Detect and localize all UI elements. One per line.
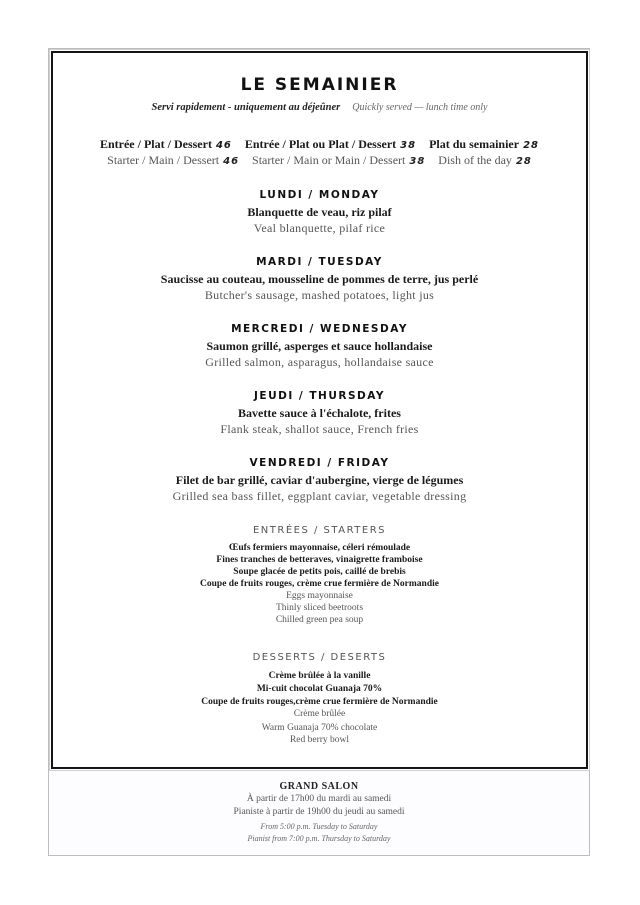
price-value: 46 — [215, 140, 232, 151]
menu-subtitle — [53, 102, 586, 113]
price-value: 28 — [523, 140, 540, 151]
price-value: 38 — [400, 140, 417, 151]
menu-card — [51, 51, 588, 769]
footer-line-fr: Pianiste à partir de 19h00 du jeudi au samedi — [233, 807, 405, 817]
day-heading-thursday: JEUDI / THURSDAY — [254, 390, 385, 402]
dish-en-friday: Grilled sea bass fillet, eggplant caviar, vegetable dressing — [172, 489, 467, 503]
price-value: 46 — [223, 156, 240, 167]
day-heading-friday: VENDREDI / FRIDAY — [249, 457, 390, 469]
price-row-en — [53, 153, 586, 168]
starter-en: Eggs mayonnaise — [286, 591, 353, 601]
dessert-en: Warm Guanaja 70% chocolate — [261, 723, 378, 733]
menu-title: LE SEMAINIER — [240, 75, 399, 95]
subtitle-en: Quickly served — lunch time only — [352, 102, 488, 113]
grand-salon-footer — [49, 771, 589, 855]
footer-heading: GRAND SALON — [279, 781, 359, 792]
price-row-fr — [53, 137, 586, 152]
footer-line-en: Pianist from 7:00 p.m. Thursday to Saturday — [247, 834, 391, 843]
day-heading-tuesday: MARDI / TUESDAY — [256, 256, 383, 268]
starter-fr: Fines tranches de betteraves, vinaigrette framboise — [216, 555, 423, 565]
dish-en-thursday: Flank steak, shallot sauce, French fries — [220, 422, 419, 436]
starters-heading: ENTRÉES / STARTERS — [252, 525, 387, 536]
dessert-fr: Mi-cuit chocolat Guanaja 70% — [256, 684, 383, 694]
desserts-heading: DESSERTS / DESERTS — [252, 652, 387, 663]
price-item: Plat du semainier 28 — [429, 137, 540, 151]
footer-line-en: From 5:00 p.m. Tuesday to Saturday — [260, 822, 378, 831]
price-value: 28 — [515, 156, 532, 167]
dish-fr-friday: Filet de bar grillé, caviar d'aubergine, vierge de légumes — [175, 473, 464, 487]
price-value: 38 — [409, 156, 426, 167]
dessert-fr: Coupe de fruits rouges,crème crue fermière de Normandie — [201, 697, 438, 707]
dish-fr-wednesday: Saumon grillé, asperges et sauce hollandaise — [206, 339, 433, 353]
day-heading-wednesday: MERCREDI / WEDNESDAY — [231, 323, 408, 335]
starter-en: Thinly sliced beetroots — [275, 603, 364, 613]
footer-line-fr: À partir de 17h00 du mardi au samedi — [246, 794, 392, 804]
price-item: Entrée / Plat / Dessert 46 — [99, 137, 232, 151]
starter-fr: Œufs fermiers mayonnaise, céleri rémoulade — [228, 543, 411, 553]
dish-fr-tuesday: Saucisse au couteau, mousseline de pommes de terre, jus perlé — [160, 272, 479, 286]
day-heading-monday: LUNDI / MONDAY — [259, 189, 380, 201]
price-item: Entrée / Plat ou Plat / Dessert 38 — [244, 137, 417, 151]
starter-fr: Coupe de fruits rouges, crème crue fermière de Normandie — [200, 579, 439, 589]
dessert-fr: Crème brûlée à la vanille — [268, 671, 371, 681]
starter-en: Chilled green pea soup — [275, 615, 364, 625]
dessert-en: Crème brûlée — [293, 709, 346, 719]
price-item: Starter / Main / Dessert 46 — [107, 153, 240, 167]
starter-fr: Soupe glacée de petits pois, caillé de brebis — [233, 567, 406, 577]
price-item: Starter / Main or Main / Dessert 38 — [252, 153, 426, 167]
dish-en-wednesday: Grilled salmon, asparagus, hollandaise sauce — [205, 355, 434, 369]
dish-en-tuesday: Butcher's sausage, mashed potatoes, light jus — [204, 288, 435, 302]
dessert-en: Red berry bowl — [289, 735, 350, 745]
dish-en-monday: Veal blanquette, pilaf rice — [253, 221, 386, 235]
subtitle-fr: Servi rapidement - uniquement au déjeûner — [151, 102, 341, 113]
dish-fr-thursday: Bavette sauce à l'échalote, frites — [238, 406, 401, 420]
dish-fr-monday: Blanquette de veau, riz pilaf — [247, 205, 392, 219]
price-item: Dish of the day 28 — [438, 153, 532, 167]
